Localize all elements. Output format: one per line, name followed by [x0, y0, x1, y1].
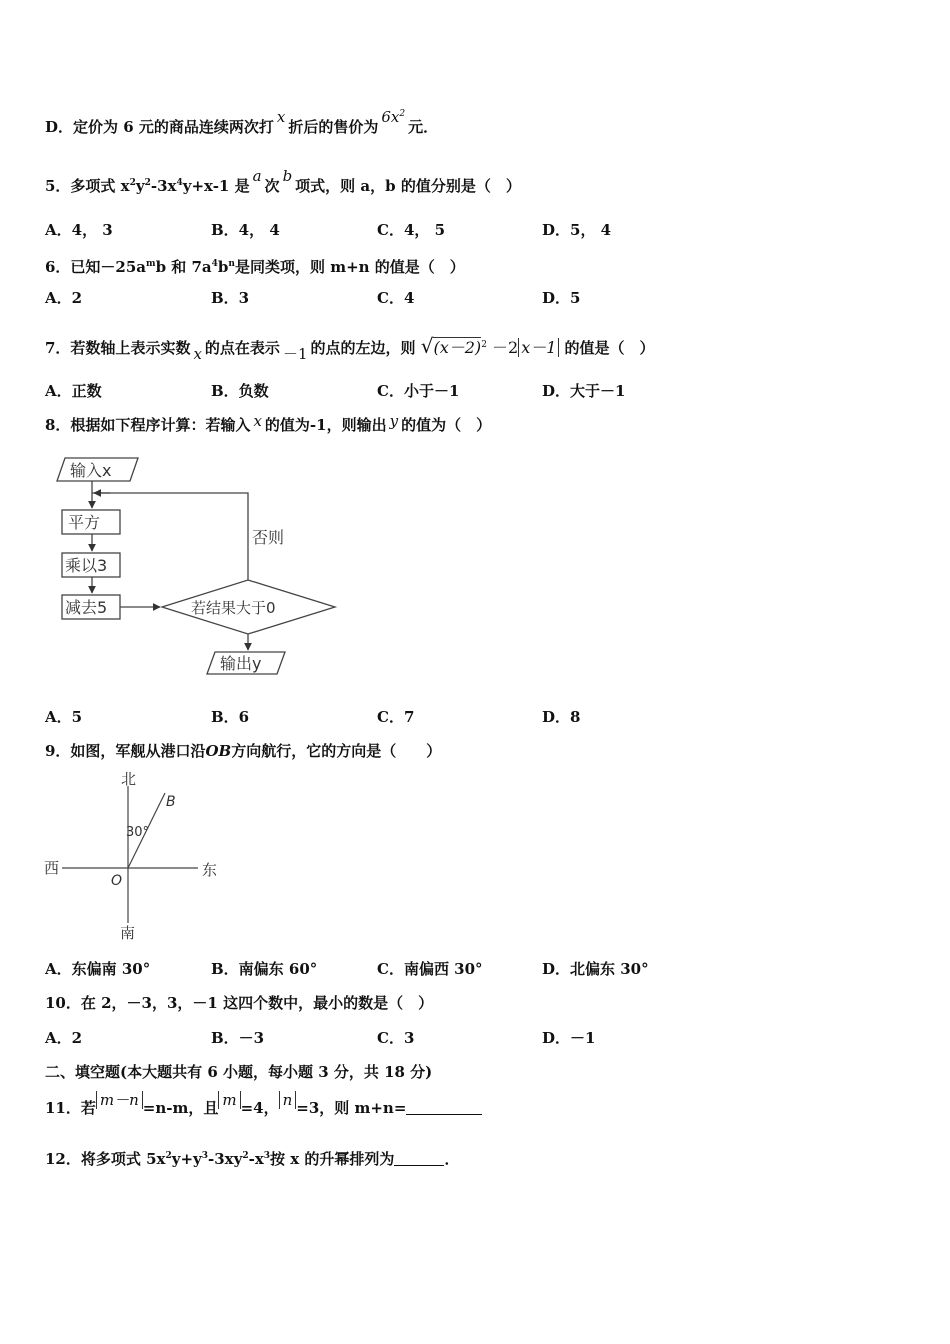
q7-option-b[interactable]: B．负数 — [211, 382, 269, 400]
flow-times3-label: 乘以3 — [65, 556, 108, 575]
q7-option-d[interactable]: D．大于－1 — [542, 382, 626, 400]
q9-option-b[interactable]: B．南偏东 60° — [211, 960, 318, 978]
q7-option-c[interactable]: C．小于－1 — [377, 382, 460, 400]
compass-south: 南 — [120, 924, 136, 942]
section-fill-in-title: 二、填空题(本大题共有 6 小题，每小题 3 分，共 18 分) — [45, 1063, 433, 1081]
point-b: B — [166, 794, 176, 810]
point-o: O — [111, 873, 123, 889]
flow-input-label: 输入x — [70, 461, 112, 480]
q7-option-a[interactable]: A．正数 — [45, 382, 102, 400]
q9-option-c[interactable]: C．南偏西 30° — [377, 960, 483, 978]
q4-option-d: D．定价为 6 元的商品连续两次打x折后的售价为$6x^2$元． — [45, 108, 439, 136]
q9-option-a[interactable]: A．东偏南 30° — [45, 960, 151, 978]
compass-angle: 30° — [126, 825, 150, 840]
q8-option-b[interactable]: B．6 — [211, 708, 250, 726]
q6-option-a[interactable]: A．2 — [45, 289, 83, 307]
q8-option-a[interactable]: A．5 — [45, 708, 83, 726]
q5-option-c[interactable]: C．4， 5 — [377, 221, 446, 239]
flow-condition-label: 若结果大于0 — [191, 599, 276, 617]
q6-stem: 6．已知$-25a^mb$ 和 $7a^4b^n$是同类项，则 m+n 的值是（ ） — [45, 258, 465, 276]
q7-stem: 7．若数轴上表示实数 x 的点在表示 －1 的点的左边，则 $√(x-2)^2 -2$ x－1 的值是（ ） — [45, 334, 655, 363]
q5-option-a[interactable]: A．4， 3 — [45, 221, 113, 239]
q12-answer-blank[interactable] — [394, 1165, 444, 1166]
q8-option-c[interactable]: C．7 — [377, 708, 415, 726]
q11-stem: 11．若 m－n =n-m，且 m =4， n =3，则 m+n= — [45, 1098, 920, 1118]
expr-6x2: $6x^2$ — [381, 108, 406, 126]
q7-expression: $√(x-2)^2 -2$ x－1 — [421, 338, 565, 357]
q8-option-d[interactable]: D．8 — [542, 708, 581, 726]
q9-option-d[interactable]: D．北偏东 30° — [542, 960, 649, 978]
flow-output-label: 输出y — [220, 654, 262, 673]
flow-square-label: 平方 — [68, 513, 101, 532]
q5-option-d[interactable]: D．5， 4 — [542, 221, 612, 239]
q10-option-a[interactable]: A．2 — [45, 1029, 83, 1047]
q6-option-d[interactable]: D．5 — [542, 289, 581, 307]
program-flowchart — [50, 452, 350, 682]
q5-stem: 5．多项式 $x^2y^2-3x^4y+x-1$ 是a次b项式，则 a，b 的值分别是（ ） — [45, 167, 521, 195]
q11-answer-blank[interactable] — [406, 1114, 482, 1115]
flow-minus5-label: 减去5 — [65, 598, 108, 617]
q9-stem: 9．如图，军舰从港口沿OB方向航行，它的方向是（ ） — [45, 742, 442, 760]
compass-east: 东 — [202, 861, 218, 879]
q10-option-d[interactable]: D．－1 — [542, 1029, 596, 1047]
compass-west: 西 — [44, 859, 60, 877]
q6-option-c[interactable]: C．4 — [377, 289, 415, 307]
q8-stem: 8．根据如下程序计算：若输入 x 的值为-1，则输出 y 的值为（ ） — [45, 412, 492, 434]
compass-north: 北 — [121, 770, 137, 788]
q12-stem: 12．将多项式 $5x^2y+y^3-3xy^2-x^3$按 x 的升幂排列为 ． — [45, 1150, 460, 1168]
compass-diagram — [42, 768, 232, 943]
q5-option-b[interactable]: B．4， 4 — [211, 221, 280, 239]
q10-stem: 10．在 2，－3，3，－1 这四个数中，最小的数是（ ） — [45, 994, 434, 1012]
q10-option-b[interactable]: B．－3 — [211, 1029, 265, 1047]
q6-option-b[interactable]: B．3 — [211, 289, 250, 307]
q10-option-c[interactable]: C．3 — [377, 1029, 415, 1047]
flow-else-label: 否则 — [252, 528, 285, 547]
